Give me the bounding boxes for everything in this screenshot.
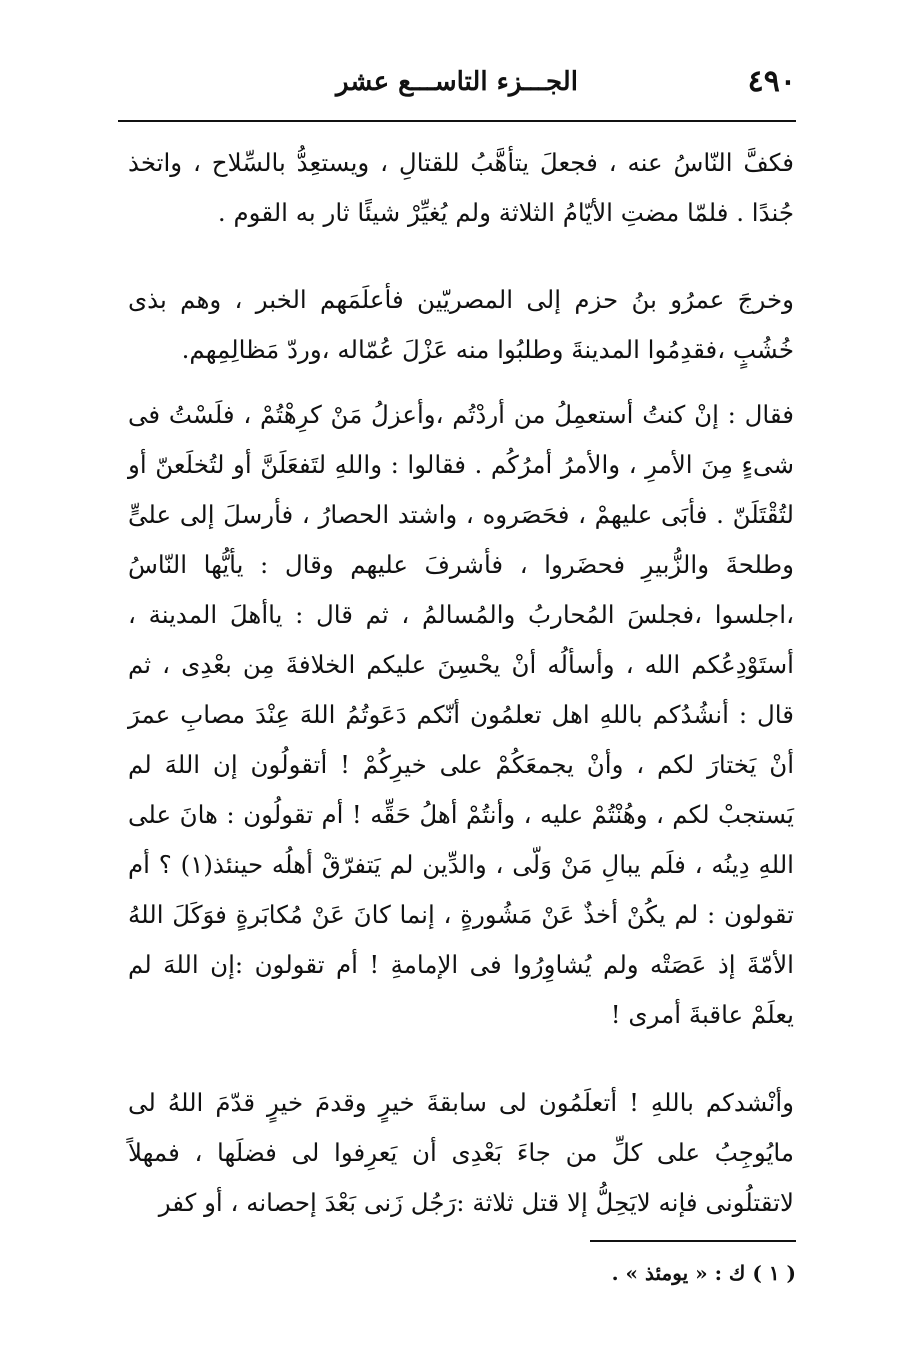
paragraph-1: فكفَّ النّاسُ عنه ، فجعلَ يتأهَّبُ للقتالِ ، ويستعِدُّ بالسِّلاح ، واتخذ جُندًا . فلمّا مضتِ الأيّامُ الثلاثة ولم يُغيِّرْ شيئًا ثار به القوم . (128, 148, 794, 227)
paragraph-4: وأنْشدكم باللهِ ! أتعلَمُون لى سابقةَ خيرٍ وقدمَ خيرٍ قدّمَ اللهُ لى مايُوجِبُ على كلِّ من جاءَ بَعْدِى أن يَعرِفوا لى فضلَها ، فمهلاً لاتقتلُونى فإنه لايَحِلُّ إلا قتل ثلاثة :رَجُل زَنى بَعْدَ إحصانه ، أو كفر (128, 1088, 794, 1217)
running-head (118, 62, 796, 102)
header-divider (118, 120, 796, 122)
footnote-divider (590, 1240, 796, 1242)
running-title: الجـــزء التاســـع عشر (336, 67, 578, 97)
paragraph-3: فقال : إنْ كنتُ أستعمِلُ من أردْتُم ،وأعزلُ مَنْ كرِهْتُمْ ، فلَسْتُ فى شىءٍ مِنَ الأمرِ ، والأمرُ أمرُكُم . فقالوا : واللهِ لتَفعَلَنَّ أو لتُخلَعنّ أو لتُقْتَلَنّ . فأبَى عليهمْ ، فحَصَروه ، واشتد الحصارُ ، فأرسلَ إلى علىٍّ وطلحةَ والزُّبيرِ فحضَروا ، فأشرفَ عليهم وقال : يأيُّها النّاسُ ،اجلسوا ،فجلسَ المُحاربُ والمُسالمُ ، ثم قال : ياأهلَ المدينة ، أستَوْدِعُكم الله ، وأسألُه أنْ يحْسِنَ عليكم الخلافةَ مِن بعْدِى ، ثم قال : أنشُدُكم باللهِ اهل تعلمُون أنّكم دَعَوتُمُ اللهَ عِنْدَ مصابِ عمرَ أنْ يَختارَ لكم ، وأنْ يجمعَكُمْ على خيرِكُمْ ! أتقولُون إن اللهَ لم يَستجبْ لكم ، وهُنْتُمْ عليه ، وأنتُمْ أهلُ حَقِّه ! أم تقولُون : هانَ على اللهِ دِينُه ، فلَم يبالِ مَنْ وَلّى ، والدِّين لم يَتفرّقْ أهلُه حينئذ(١) ؟ أم تقولون : لم يكُنْ أخذٌ عَنْ مَشُورةٍ ، إنما كانَ عَنْ مُكابَرةٍ فوَكَلَ اللهُ الأمّةَ إذ عَصَتْه ولم يُشاوِرُوا فى الإمامةِ ! أم تقولون :إن اللهَ لم يعلَمْ عاقبةَ أمرى ! (128, 400, 794, 1029)
footnote: ( ١ ) ك : « يومئذ » . (611, 1261, 796, 1285)
paragraph-2: وخرجَ عمرُو بنُ حزم إلى المصريّين فأعلَمَهم الخبر ، وهم بذى خُشُبٍ ،فقدِمُوا المدينةَ وطلبُوا منه عَزْلَ عُمّاله ،وردّ مَظالِمِهم. (128, 285, 794, 364)
page-number: ٤٩٠ (747, 64, 796, 99)
